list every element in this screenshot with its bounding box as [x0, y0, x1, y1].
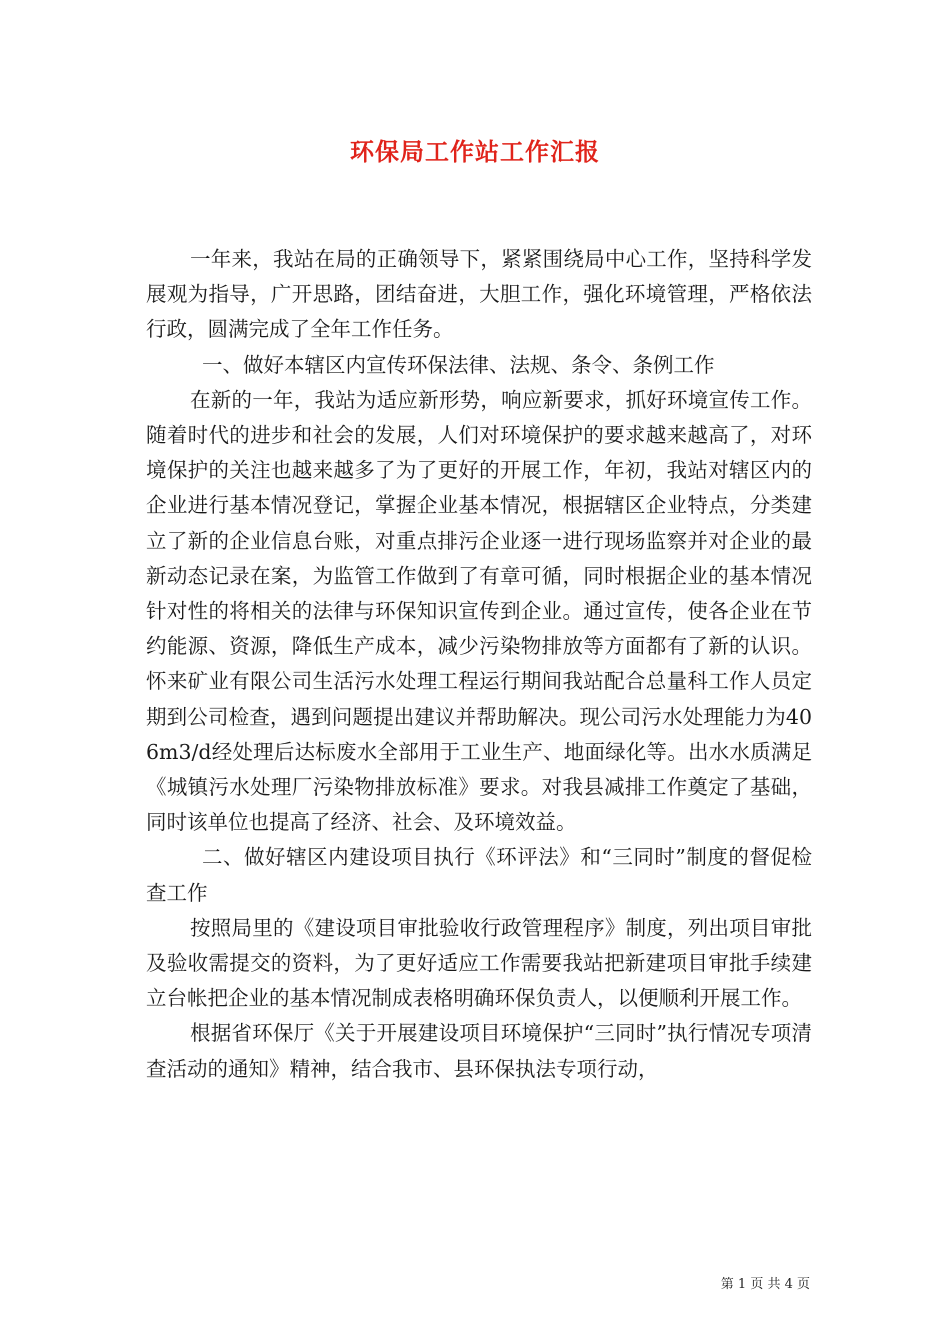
paragraph-section-1: 在新的一年，我站为适应新形势，响应新要求，抓好环境宣传工作。随着时代的进步和社会的发展，人们对环境保护的要求越来越高了，对环境保护的关注也越来越多了为了更好的开展工作，年初，我站对辖区内的企业进行基本情况登记，掌握企业基本情况，根据辖区企业特点，分类建立了新的企业信息台账，对重点排污企业逐一进行现场监察并对企业的最新动态记录在案，为监管工作做到了有章可循，同时根据企业的基本情况针对性的将相关的法律与环保知识宣传到企业。通过宣传，使各企业在节约能源、资源，降低生产成本，减少污染物排放等方面都有了新的认识。怀来矿业有限公司生活污水处理工程运行期间我站配合总量科工作人员定期到公司检查，遇到问题提出建议并帮助解决。现公司污水处理能力为406m3/d经处理后达标废水全部用于工业生产、地面绿化等。出水水质满足《城镇污水处理厂污染物排放标准》要求。对我县减排工作奠定了基础，同时该单位也提高了经济、社会、及环境效益。	[146, 387, 812, 835]
paragraph-section-2a: 按照局里的《建设项目审批验收行政管理程序》制度，列出项目审批及验收需提交的资料，为了更好适应工作需要我站把新建项目审批手续建立台帐把企业的基本情况制成表格明确环保负责人，以便顺利开展工作。	[146, 915, 812, 1011]
paragraph-section-2b: 根据省环保厅《关于开展建设项目环境保护“三同时”执行情况专项清查活动的通知》精神，结合我市、县环保执法专项行动，	[146, 1021, 812, 1081]
section-heading-1: 一、做好本辖区内宣传环保法律、法规、条令、条例工作	[202, 352, 715, 377]
paragraph-intro: 一年来，我站在局的正确领导下，紧紧围绕局中心工作，坚持科学发展观为指导，广开思路，团结奋进，大胆工作，强化环境管理，严格依法行政，圆满完成了全年工作任务。	[146, 247, 812, 342]
document-title: 环保局工作站工作汇报	[350, 137, 600, 166]
section-heading-2: 二、做好辖区内建设项目执行《环评法》和“三同时”制度的督促检查工作	[146, 845, 812, 905]
document-body	[146, 242, 812, 1087]
page-number: 第 1 页 共 4 页	[720, 1277, 810, 1292]
